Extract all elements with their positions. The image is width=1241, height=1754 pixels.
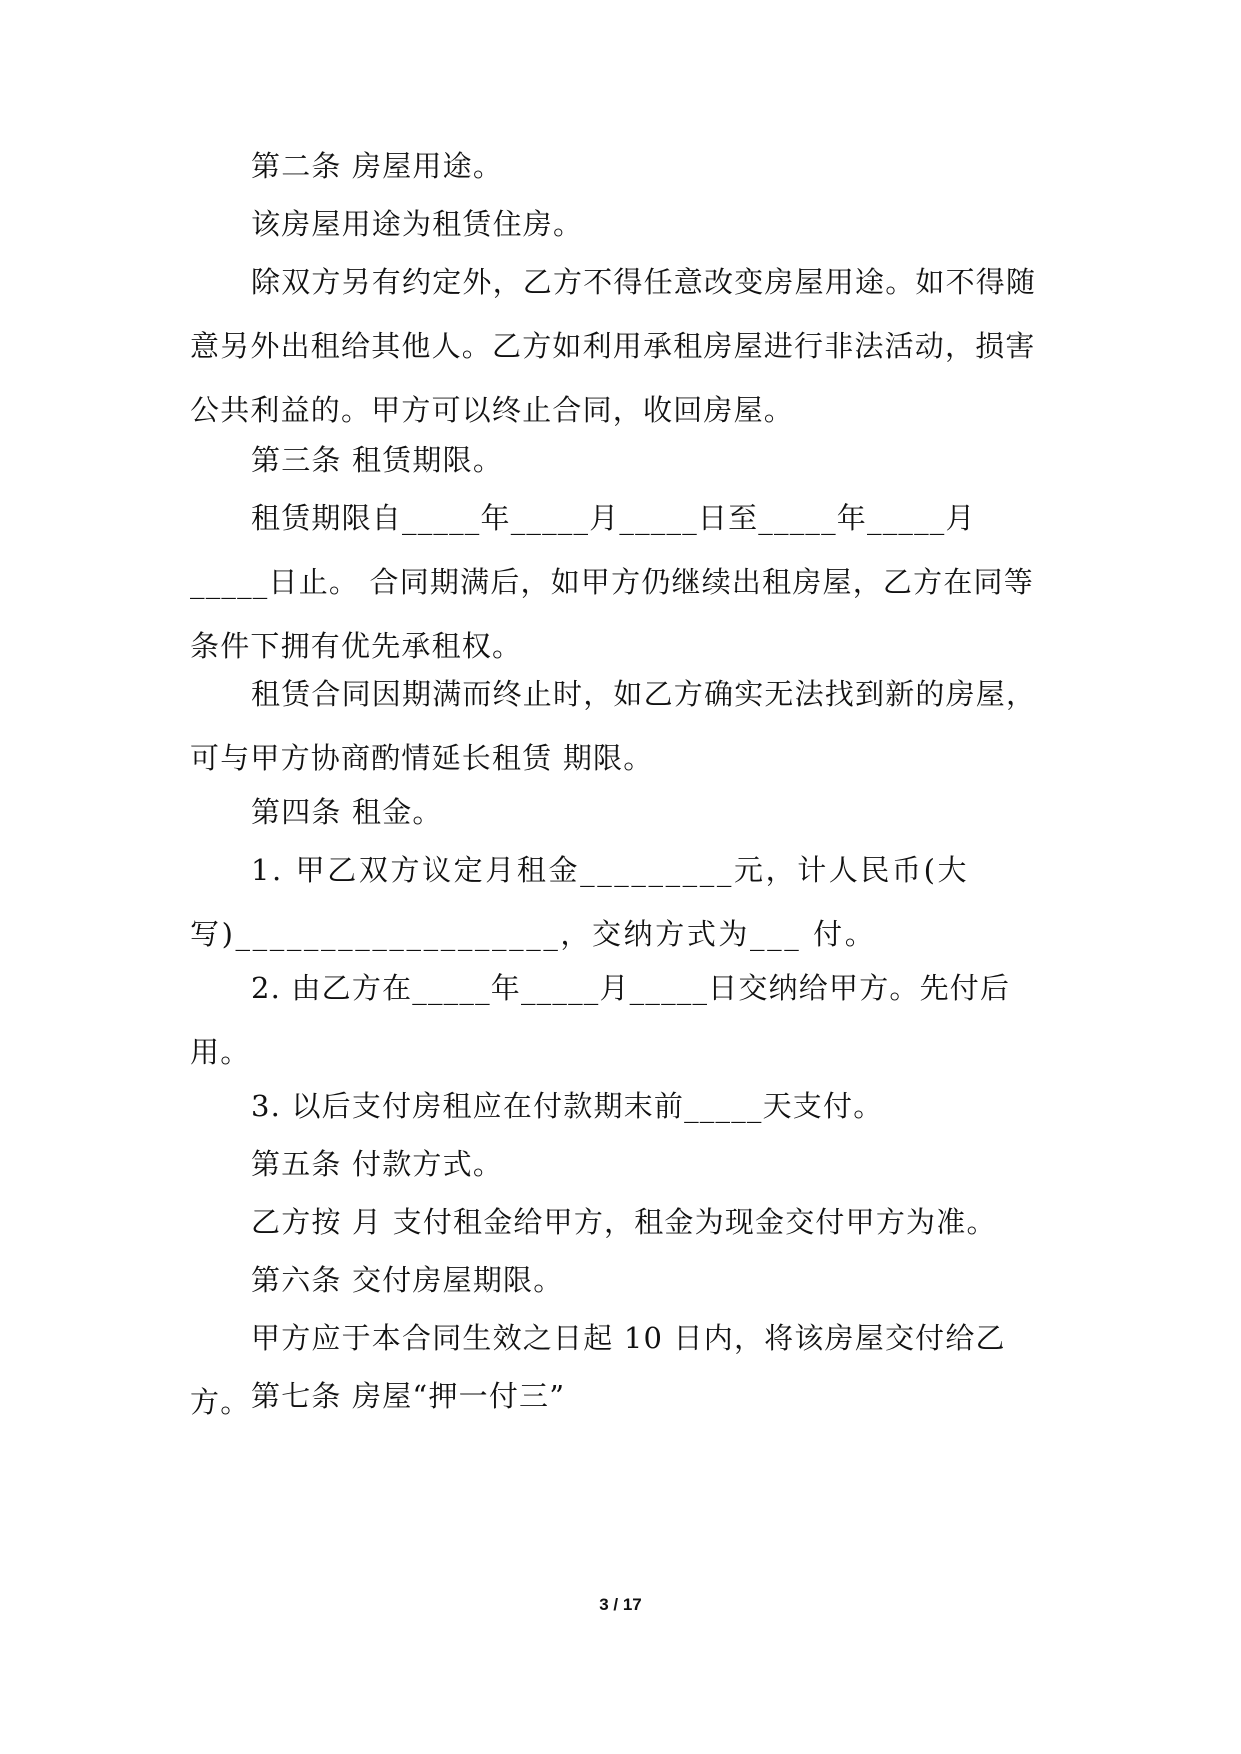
paragraph-use-restriction: 除双方另有约定外，乙方不得任意改变房屋用途。如不得随意另外出租给其他人。乙方如利用承租房屋进行非法活动，损害公共利益的。甲方可以终止合同，收回房屋。 [190, 265, 1037, 427]
paragraph-article-7-heading: 第七条 房屋“押一付三” [251, 1379, 566, 1413]
paragraph-article-4-heading: 第四条 租金。 [251, 795, 443, 829]
paragraph-house-use: 该房屋用途为租赁住房。 [251, 207, 584, 241]
paragraph-article-2-heading: 第二条 房屋用途。 [251, 149, 504, 183]
page-number: 3 / 17 [599, 1595, 642, 1614]
paragraph-article-6-heading: 第六条 交付房屋期限。 [251, 1263, 564, 1297]
paragraph-lease-term: 租赁期限自_____年_____月_____日至_____年_____月_____日止。 合同期满后，如甲方仍继续出租房屋，乙方在同等条件下拥有优先承租权。 [190, 501, 1034, 663]
paragraph-lease-extension: 租赁合同因期满而终止时，如乙方确实无法找到新的房屋，可与甲方协商酌情延长租赁 期限。 [190, 677, 1037, 775]
paragraph-article-5-heading: 第五条 付款方式。 [251, 1147, 504, 1181]
paragraph-rent-amount: 1. 甲乙双方议定月租金_________元，计人民币(大写)___________________，交纳方式为___ 付。 [190, 853, 970, 951]
paragraph-article-3-heading: 第三条 租赁期限。 [251, 443, 504, 477]
paragraph-rent-deadline: 3. 以后支付房租应在付款期末前_____天支付。 [251, 1089, 884, 1123]
paragraph-payment-method: 乙方按 月 支付租金给甲方，租金为现金交付甲方为准。 [251, 1205, 997, 1239]
paragraph-rent-payment-date: 2. 由乙方在_____年_____月_____日交纳给甲方。先付后用。 [190, 971, 1011, 1069]
paragraph-delivery-deadline: 甲方应于本合同生效之日起 10 日内，将该房屋交付给乙方。 [190, 1321, 1006, 1419]
